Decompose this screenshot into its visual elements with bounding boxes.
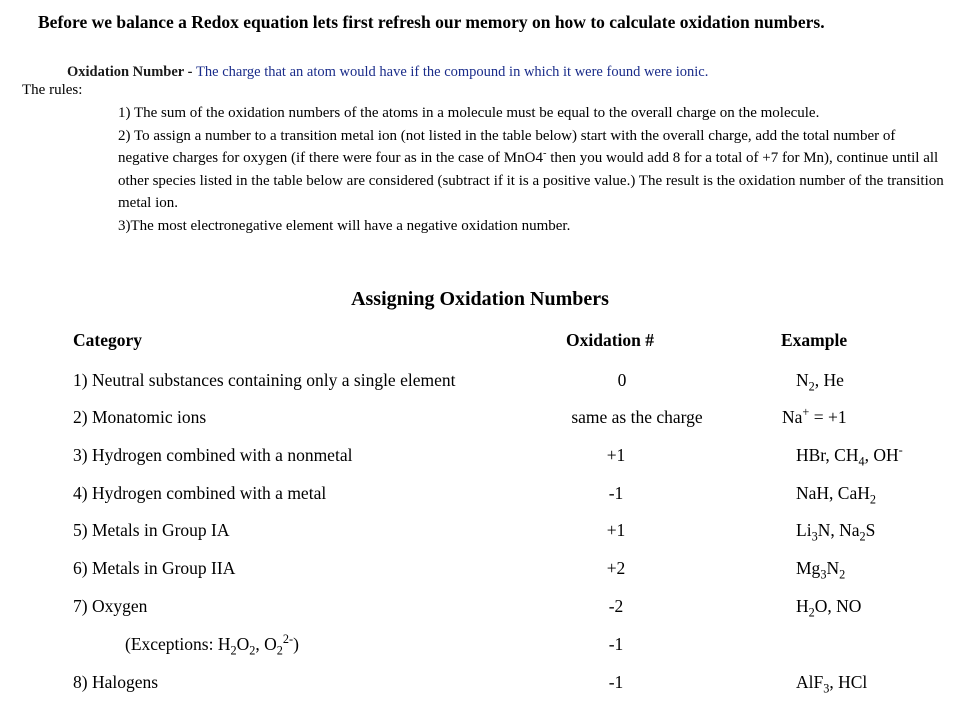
row-7-exceptions-oxidation: -1 xyxy=(608,634,624,654)
row-1-category: 1) Neutral substances containing only a single element xyxy=(73,370,456,390)
definition-text: The charge that an atom would have if the compound in which it were found were ionic. xyxy=(196,64,709,80)
row-7-exceptions: (Exceptions: $H_2O_2$, $O_2^{2-}$) xyxy=(125,632,299,658)
header-category: Category xyxy=(73,330,143,350)
rule-3: 3)The most electronegative element will have a negative oxidation number. xyxy=(118,217,571,234)
row-3-oxidation: +1 xyxy=(606,445,626,465)
rules-label: The rules: xyxy=(22,82,83,98)
row-7-oxidation: -2 xyxy=(608,596,624,616)
intro-heading: Before we balance a Redox equation lets first refresh our memory on how to calculate oxidation numbers. xyxy=(38,12,825,32)
rule-1: 1) The sum of the oxidation numbers of the atoms in a molecule must be equal to the overall charge on the molecule. xyxy=(118,105,820,121)
rules-list xyxy=(118,102,948,237)
row-1-oxidation: 0 xyxy=(617,370,627,390)
row-2-category: 2) Monatomic ions xyxy=(73,407,207,427)
rule-2-part-a: 2) To assign a number to a transition metal ion (not listed in the table below) start with the overall charge, add the total number of negative charges for oxygen (if there were four as in the case of MnO4 xyxy=(118,127,896,166)
row-2-example: Na+ = +1 xyxy=(782,405,847,427)
row-3-example: HBr, $CH_4$, OH- xyxy=(796,443,903,469)
row-7-category: 7) Oxygen xyxy=(73,596,148,616)
definition-term: Oxidation Number - xyxy=(67,64,197,80)
row-3-category: 3) Hydrogen combined with a nonmetal xyxy=(73,445,353,465)
table-title: Assigning Oxidation Numbers xyxy=(351,288,609,310)
rule-2-part-b: then you would add 8 for a total of +7 for Mn), continue until all other species listed in the table below are considered (subtract if it is a positive value.) The result is the oxidation number of the transition metal ion. xyxy=(118,150,944,211)
row-2-oxidation: same as the charge xyxy=(571,407,703,427)
row-8-oxidation: -1 xyxy=(608,672,624,692)
row-6-category: 6) Metals in Group IIA xyxy=(73,558,236,578)
header-example: Example xyxy=(781,330,848,350)
row-1-example: $N_2$, He xyxy=(796,370,844,394)
header-oxidation: Oxidation # xyxy=(566,330,655,350)
row-4-example: NaH, CaH$_2$ xyxy=(796,483,876,507)
row-6-example: $Mg_3N_2$ xyxy=(796,558,846,582)
row-5-oxidation: +1 xyxy=(606,520,626,540)
rule-2 xyxy=(118,125,948,215)
row-8-example: AlF$_3$, HCl xyxy=(796,672,868,696)
row-4-oxidation: -1 xyxy=(608,483,624,503)
row-6-oxidation: +2 xyxy=(606,558,626,578)
row-5-example: $Li_3N$, $Na_2S$ xyxy=(796,520,876,544)
row-4-category: 4) Hydrogen combined with a metal xyxy=(73,483,327,503)
row-8-category: 8) Halogens xyxy=(73,672,159,692)
rule-2-superscript: - xyxy=(542,148,547,159)
row-7-exceptions-prefix: (Exceptions: xyxy=(125,634,218,654)
row-7-example: $H_2O$, NO xyxy=(796,596,862,620)
row-5-category: 5) Metals in Group IA xyxy=(73,520,230,540)
definition-line xyxy=(67,64,708,81)
